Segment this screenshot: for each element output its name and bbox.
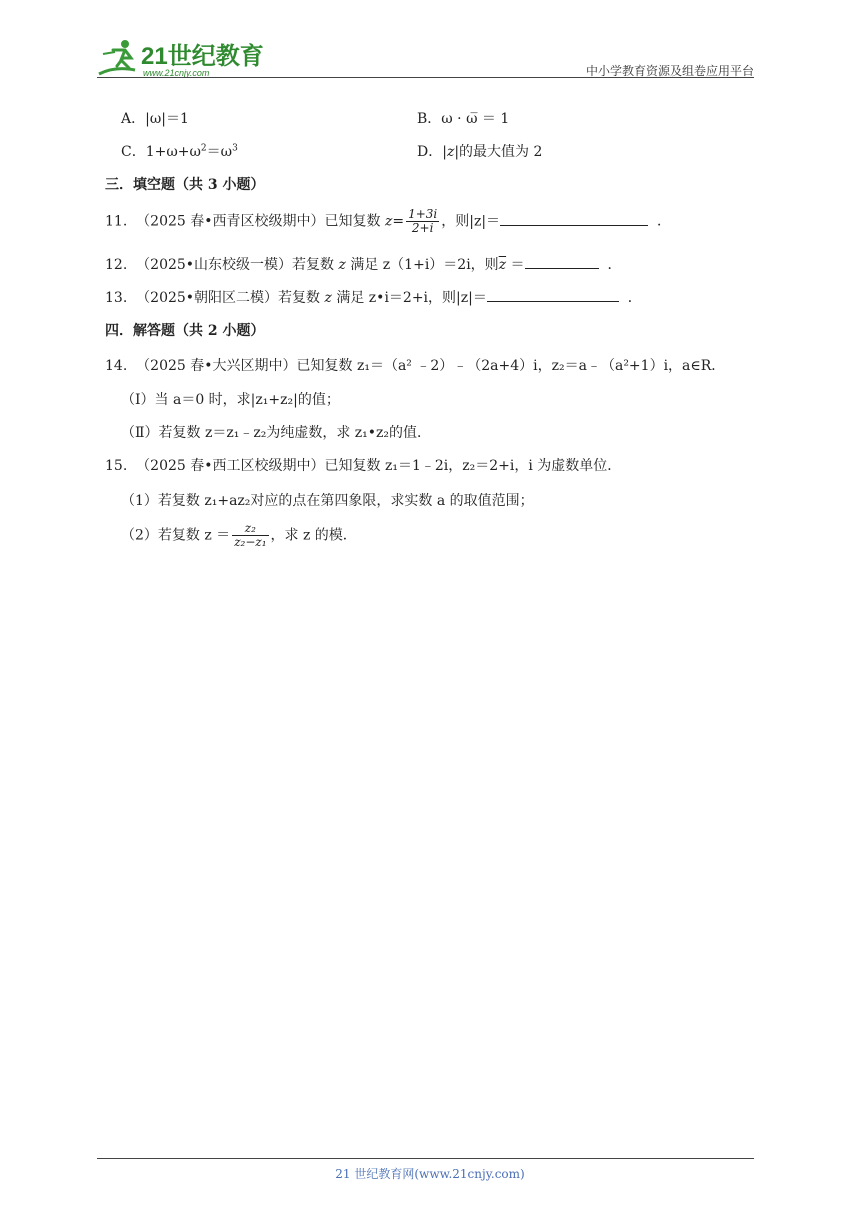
site-logo (95, 36, 265, 80)
q15-part-1: （1）若复数 z₁+az₂对应的点在第四象限，求实数 a 的取值范围； (121, 493, 534, 509)
option-c-sup1: 2 (200, 143, 207, 154)
option-c (121, 141, 238, 161)
question-13 (105, 287, 642, 307)
header-platform-text: 中小学教育资源及组卷应用平台 (585, 64, 754, 78)
q14-text: （2025 春•大兴区期中）已知复数 z₁＝（a² ﹣2）﹣（2a+4）i，z₂＝a﹣（a²+1）i，a∈R． (136, 358, 726, 374)
logo-url: www.21cnjy.com (143, 68, 210, 78)
logo-text: 21世纪教育 (141, 43, 264, 70)
section-4-title: 四．解答题（共 2 小题） (105, 323, 265, 339)
q12-number: 12. (105, 257, 128, 273)
q11-number: 11. (105, 213, 128, 230)
option-b-text: ω · ω̅ ＝ 1 (441, 111, 510, 127)
footer-divider (97, 1158, 754, 1159)
q12-answer-blank[interactable] (525, 256, 599, 269)
q12-tail: ． (607, 257, 622, 273)
q12-source: （2025•山东校级一模）若复数 (136, 257, 339, 273)
q12-mid: 满足 z（1+i）＝2i，则 (345, 257, 499, 273)
option-d (417, 141, 542, 161)
q13-number: 13. (105, 290, 128, 306)
q14-number: 14. (105, 358, 128, 374)
q15-number: 15. (105, 458, 128, 474)
q13-tail: ． (627, 290, 642, 306)
option-a-text: |ω|＝1 (145, 111, 189, 127)
q13-mid: 满足 z•i＝2+i，则|z|＝ (331, 290, 487, 306)
q15-frac-den: z₂−z₁ (234, 535, 267, 549)
footer-text[interactable]: 21 世纪教育网(www.21cnjy.com) (335, 1167, 525, 1181)
option-d-pre: | (442, 144, 447, 160)
q15-frac-num: z₂ (232, 522, 268, 536)
q15-p2-post: ，求 z 的模． (270, 527, 357, 544)
option-d-post: |的最大值为 2 (454, 144, 543, 160)
option-c-label: C． (121, 144, 146, 160)
q12-eq: ＝ (506, 257, 525, 273)
q11-answer-blank[interactable] (500, 213, 648, 226)
q11-tail: ． (656, 213, 671, 230)
q11-source: （2025 春•西青区校级期中）已知复数 (136, 213, 381, 230)
q15-part-2 (121, 522, 357, 549)
q12-var: z (338, 257, 346, 273)
option-c-mid: ＝ω (206, 144, 233, 160)
q11-frac-den: 2+i (411, 221, 434, 235)
option-d-var: z (446, 144, 455, 160)
q15-fraction (232, 522, 268, 549)
q11-var: z= (384, 213, 405, 230)
option-a (121, 108, 189, 128)
q11-fraction (406, 208, 439, 235)
q11-mid: ，则|z|＝ (441, 213, 501, 230)
q13-var: z (324, 290, 332, 306)
option-c-sup2: 3 (232, 143, 238, 154)
q14-part-1: （Ⅰ）当 a＝0 时，求|z₁+z₂|的值； (121, 392, 340, 408)
option-b (417, 108, 509, 128)
question-14 (105, 355, 725, 375)
option-d-label: D． (417, 144, 443, 160)
option-c-text-pre: 1+ω+ω (145, 144, 201, 160)
q15-p2-pre: （2）若复数 z ＝ (121, 527, 231, 544)
q13-source: （2025•朝阳区二模）若复数 (136, 290, 325, 306)
section-3-title: 三．填空题（共 3 小题） (105, 177, 265, 193)
question-12 (105, 254, 621, 274)
q13-answer-blank[interactable] (487, 289, 619, 302)
q15-text: （2025 春•西工区校级期中）已知复数 z₁＝1﹣2i，z₂＝2+i，i 为虚数单位． (136, 458, 622, 474)
option-b-label: B． (417, 111, 442, 127)
question-15 (105, 455, 621, 475)
option-a-label: A． (121, 111, 146, 127)
q11-frac-num: 1+3i (408, 207, 438, 221)
q12-zbar: $\overline{z}$ (498, 257, 507, 273)
question-11 (105, 208, 671, 235)
header-divider (97, 77, 754, 78)
q14-part-2: （Ⅱ）若复数 z＝z₁﹣z₂为纯虚数，求 z₁•z₂的值． (121, 425, 432, 441)
